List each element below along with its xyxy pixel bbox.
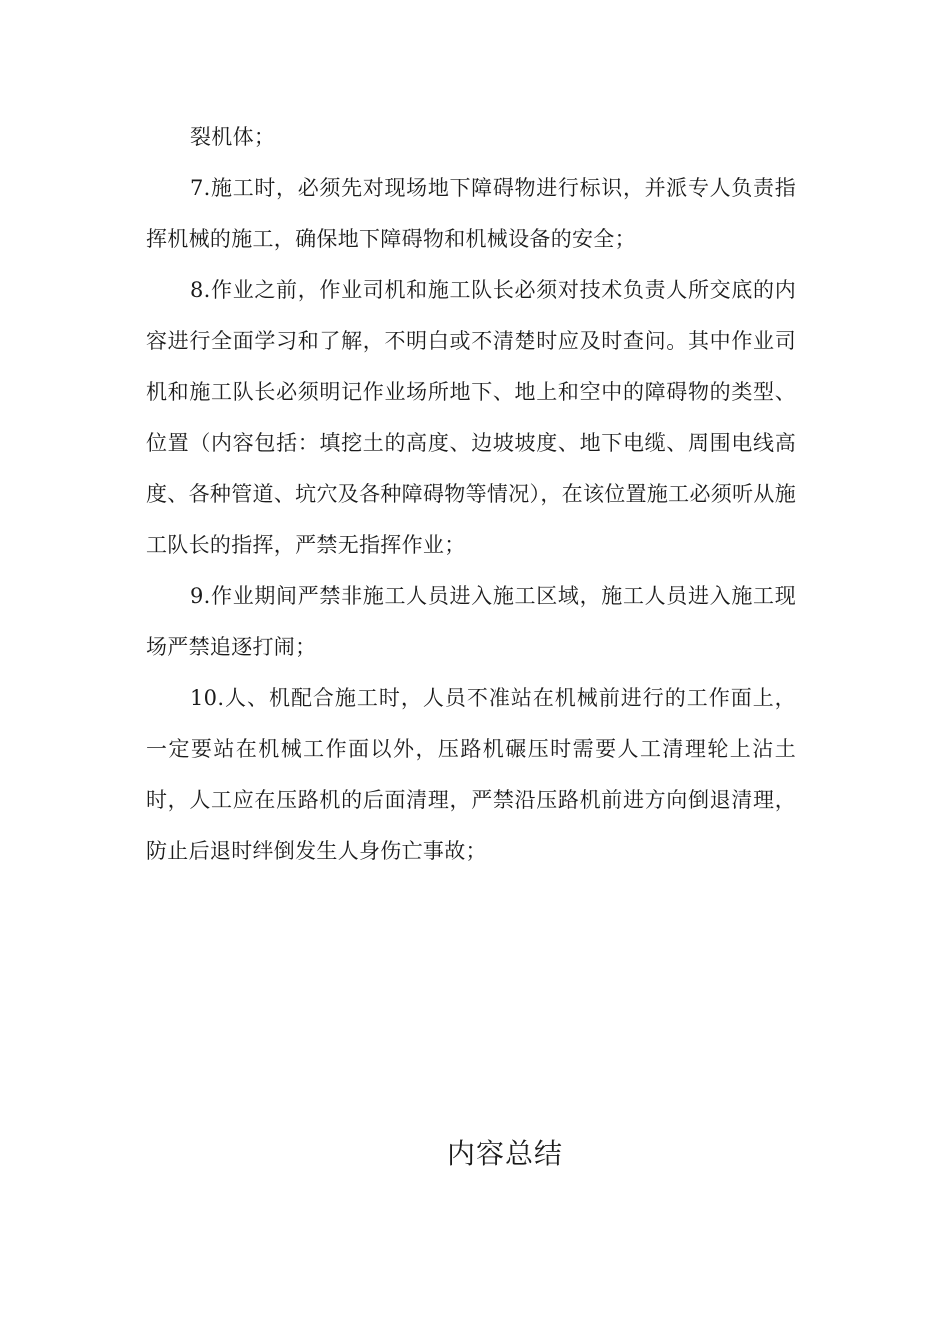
summary-heading: 内容总结	[446, 1137, 563, 1170]
document-body	[146, 112, 796, 877]
paragraph-item-9: 9.作业期间严禁非施工人员进入施工区域，施工人员进入施工现场严禁追逐打闹；	[146, 584, 796, 659]
paragraph-item-7: 7.施工时，必须先对现场地下障碍物进行标识，并派专人负责指挥机械的施工，确保地下障碍物和机械设备的安全；	[146, 176, 796, 251]
paragraph-item-10: 10.人、机配合施工时，人员不准站在机械前进行的工作面上，一定要站在机械工作面以外，压路机碾压时需要人工清理轮上沾土时，人工应在压路机的后面清理，严禁沿压路机前进方向倒退清理，防止后退时绊倒发生人身伤亡事故；	[146, 686, 796, 863]
paragraph-fragment: 裂机体；	[190, 125, 276, 149]
paragraph-item-8: 8.作业之前，作业司机和施工队长必须对技术负责人所交底的内容进行全面学习和了解，不明白或不清楚时应及时查问。其中作业司机和施工队长必须明记作业场所地下、地上和空中的障碍物的类型、位置（内容包括：填挖土的高度、边坡坡度、地下电缆、周围电线高度、各种管道、坑穴及各种障碍物等情况），在该位置施工必须听从施工队长的指挥，严禁无指挥作业；	[146, 278, 796, 557]
